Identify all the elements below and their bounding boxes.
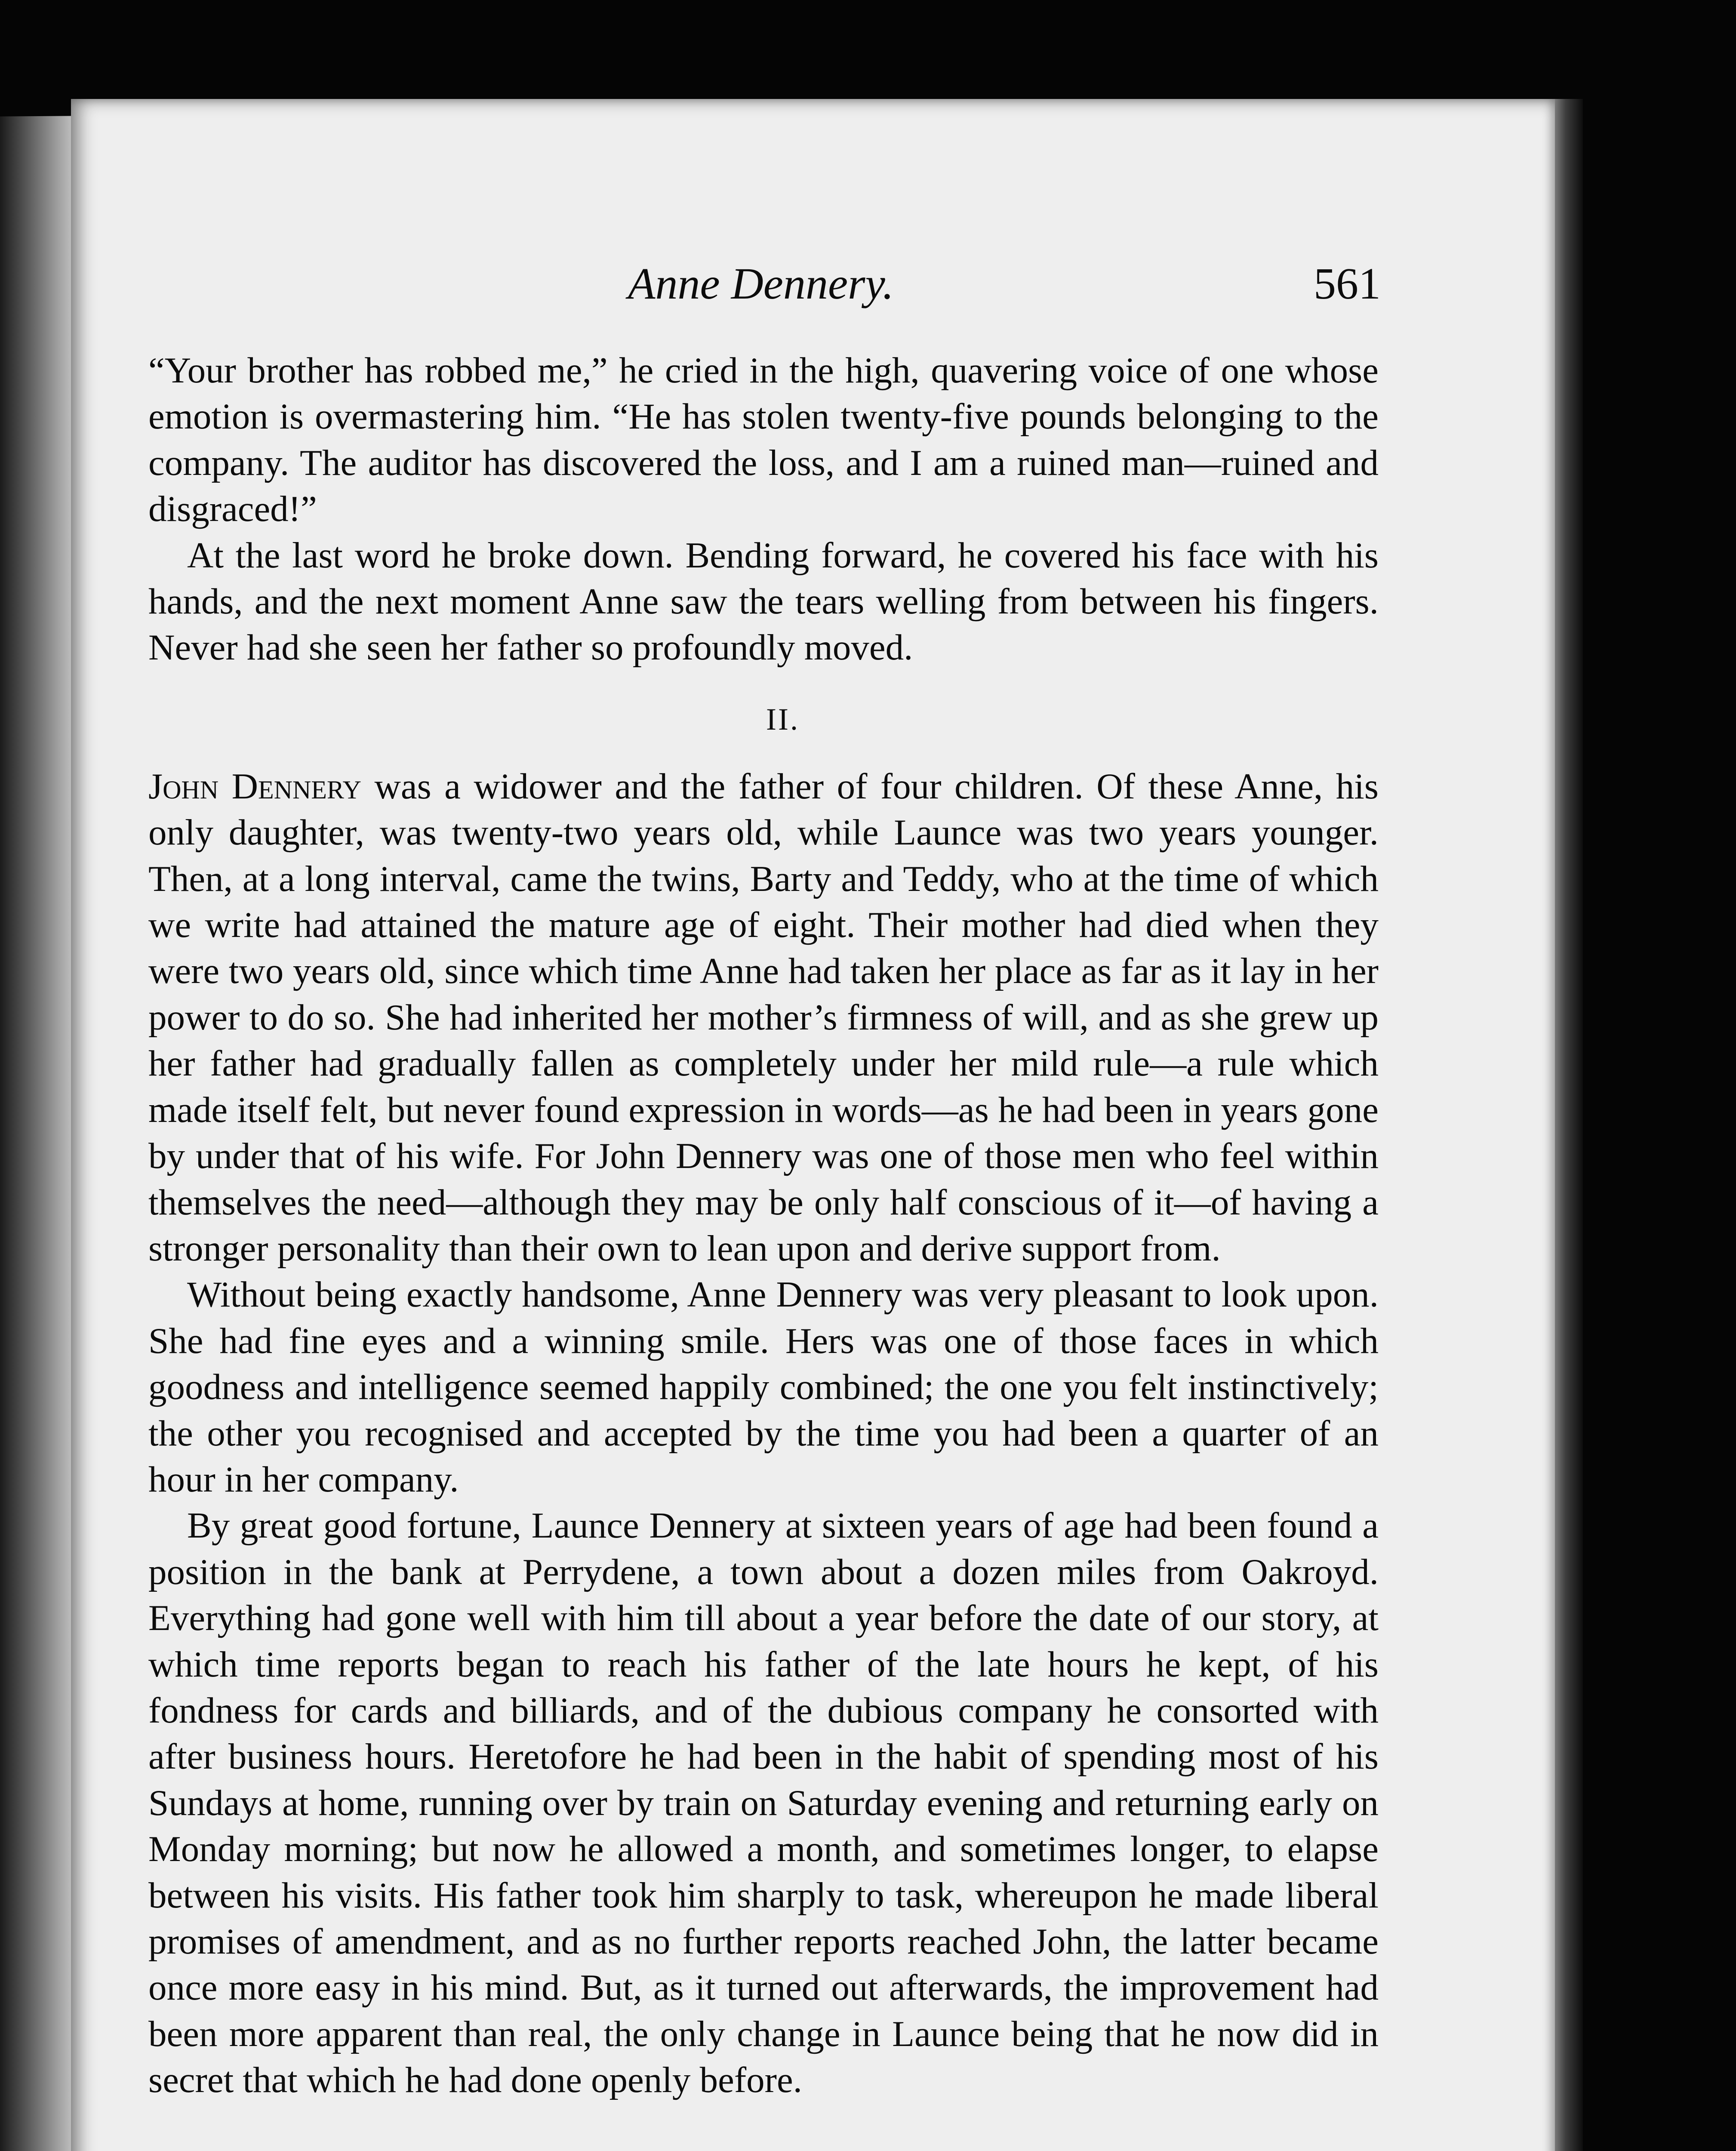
- page-header: [155, 258, 1381, 336]
- paragraph-3: [148, 764, 1379, 1272]
- paragraph-1: “Your brother has robbed me,” he cried in the high, quavering voice of one whose emotion is overmastering him. “He has stolen twenty-five pounds belonging to the company. The auditor has discovered the loss, and I am a ruined man—ruined and disgraced!”: [148, 350, 1379, 530]
- page-number: 561: [1314, 259, 1381, 308]
- running-title: Anne Dennery.: [628, 259, 894, 308]
- paragraph-3-lead: John Dennery: [148, 766, 361, 807]
- previous-page-edge: [0, 116, 80, 2151]
- paragraph-5: By great good fortune, Launce Dennery at sixteen years of age had been found a position in the bank at Perrydene, a town about a dozen miles from Oakroyd. Everything had gone well with him till about a year before the date of our story, at which time reports began to reach his father of the late hours he kept, of his fondness for cards and billiards, and of the dubious company he consorted with after business hours. Heretofore he had been in the habit of spending most of his Sundays at home, running over by train on Saturday evening and returning early on Monday morning; but now he allowed a month, and sometimes longer, to elapse between his visits. His father took him sharply to task, whereupon he made liberal promises of amendment, and as no further reports reached John, the latter became once more easy in his mind. But, as it turned out afterwards, the improvement had been more apparent than real, the only change in Launce being that he now did in secret that which he had done openly before.: [148, 1505, 1379, 2101]
- page-body: [148, 348, 1379, 2104]
- paragraph-3-text: was a widower and the father of four children. Of these Anne, his only daughter, was twenty-two years old, while Launce was two years younger. Then, at a long interval, came the twins, Barty and Teddy, who at the time of which we write had attained the mature age of eight. Their mother had died when they were two years old, since which time Anne had taken her place as far as it lay in her power to do so. She had inherited her mother’s firmness of will, and as she grew up her father had gradually fallen as completely under her mild rule—a rule which made itself felt, but never found expression in words—as he had been in years gone by under that of his wife. For John Dennery was one of those men who feel within themselves the need—although they may be only half conscious of it—of having a stronger personality than their own to lean upon and derive support from.: [148, 766, 1379, 1269]
- paragraph-2: At the last word he broke down. Bending forward, he covered his face with his hands, and the next moment Anne saw the tears welling from between his fingers. Never had she seen her father so profoundly moved.: [148, 535, 1379, 668]
- section-heading: II.: [766, 702, 800, 737]
- paragraph-4: Without being exactly handsome, Anne Dennery was very pleasant to look upon. She had fine eyes and a winning smile. Hers was one of those faces in which goodness and intelligence seemed happily combined; the one you felt instinctively; the other you recognised and accepted by the time you had been a quarter of an hour in her company.: [148, 1274, 1379, 1500]
